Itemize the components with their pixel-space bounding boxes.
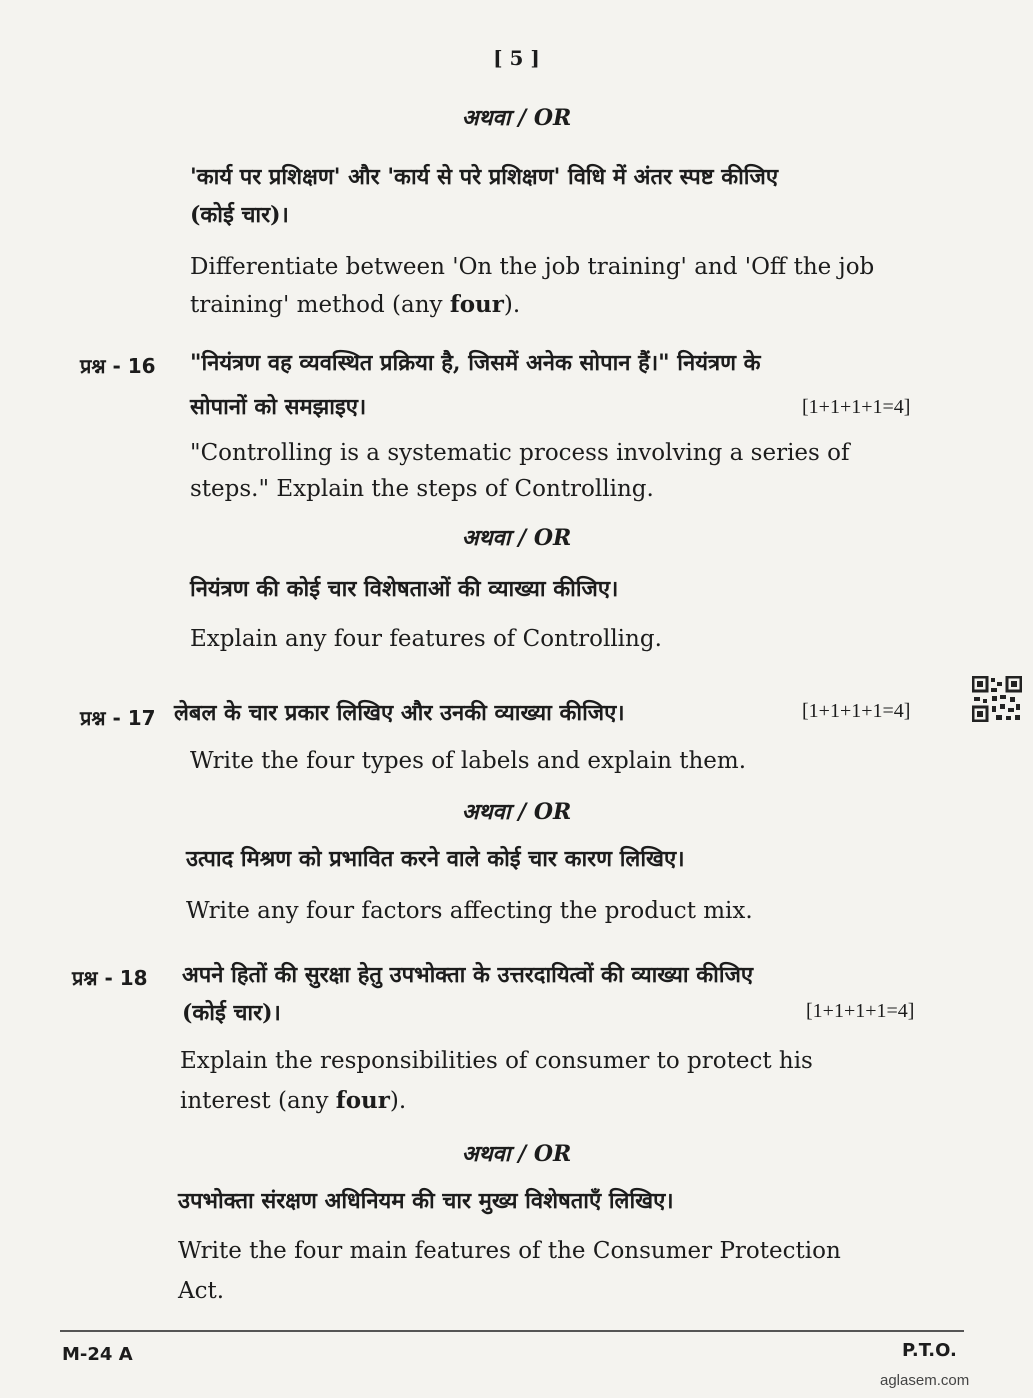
q18-english-line2-c: ). xyxy=(389,1088,407,1114)
q18-english-line2-bold: four xyxy=(335,1087,390,1114)
q15-or-english-line1: Differentiate between 'On the job training' and 'Off the job xyxy=(190,254,875,280)
or-divider: अथवा / OR xyxy=(461,525,572,551)
q15-or-english-line2-a: training' method (any xyxy=(190,292,450,318)
q17-or-hindi: उत्पाद मिश्रण को प्रभावित करने वाले कोई चार कारण लिखिए। xyxy=(186,846,685,872)
q18-english-line1: Explain the responsibilities of consumer to protect his xyxy=(180,1048,813,1074)
q15-or-english-line2-bold: four xyxy=(449,291,504,318)
q17-english: Write the four types of labels and explain them. xyxy=(190,748,747,774)
q16-marks: [1+1+1+1=4] xyxy=(802,396,911,418)
q17-hindi: लेबल के चार प्रकार लिखिए और उनकी व्याख्या कीजिए। xyxy=(174,700,625,726)
q15-or-english-line2 xyxy=(190,286,520,324)
q16-or-english: Explain any four features of Controlling. xyxy=(190,626,662,652)
or-divider: अथवा / OR xyxy=(461,1141,572,1167)
qr-code-icon xyxy=(972,676,1022,722)
pto-label: P.T.O. xyxy=(902,1340,957,1361)
q16-english-line1: "Controlling is a systematic process involving a series of xyxy=(190,440,850,466)
q18-or-english-line2: Act. xyxy=(178,1278,225,1304)
q16-or-hindi: नियंत्रण की कोई चार विशेषताओं की व्याख्या कीजिए। xyxy=(190,576,619,602)
q15-or-english-line2-c: ). xyxy=(503,292,521,318)
q16-number: प्रश्न - 16 xyxy=(80,354,156,378)
q18-marks: [1+1+1+1=4] xyxy=(806,1000,915,1022)
q16-hindi-line2: सोपानों को समझाइए। xyxy=(190,394,367,420)
q15-or-hindi-line1: 'कार्य पर प्रशिक्षण' और 'कार्य से परे प्रशिक्षण' विधि में अंतर स्पष्ट कीजिए xyxy=(190,164,778,190)
q18-or-hindi: उपभोक्ता संरक्षण अधिनियम की चार मुख्य विशेषताएँ लिखिए। xyxy=(178,1188,674,1214)
q15-or-hindi-line2: (कोई चार)। xyxy=(190,202,289,228)
q16-hindi-line1: "नियंत्रण वह व्यवस्थित प्रक्रिया है, जिसमें अनेक सोपान हैं।" नियंत्रण के xyxy=(190,350,761,376)
watermark: aglasem.com xyxy=(880,1372,970,1389)
q18-hindi-line2: (कोई चार)। xyxy=(182,1000,281,1026)
q17-marks: [1+1+1+1=4] xyxy=(802,700,911,722)
footer-rule xyxy=(60,1330,964,1332)
or-divider: अथवा / OR xyxy=(461,105,572,131)
q18-or-english-line1: Write the four main features of the Consumer Protection xyxy=(178,1238,841,1264)
q18-english-line2 xyxy=(180,1082,406,1120)
q18-number: प्रश्न - 18 xyxy=(72,966,148,990)
q17-number: प्रश्न - 17 xyxy=(80,706,156,730)
paper-code: M-24 A xyxy=(62,1344,133,1365)
page-number: [ 5 ] xyxy=(493,46,540,70)
or-divider: अथवा / OR xyxy=(461,799,572,825)
q18-english-line2-a: interest (any xyxy=(180,1088,336,1114)
q18-hindi-line1: अपने हितों की सुरक्षा हेतु उपभोक्ता के उत्तरदायित्वों की व्याख्या कीजिए xyxy=(182,962,754,988)
q17-or-english: Write any four factors affecting the product mix. xyxy=(186,898,753,924)
q16-english-line2: steps." Explain the steps of Controlling. xyxy=(190,476,654,502)
